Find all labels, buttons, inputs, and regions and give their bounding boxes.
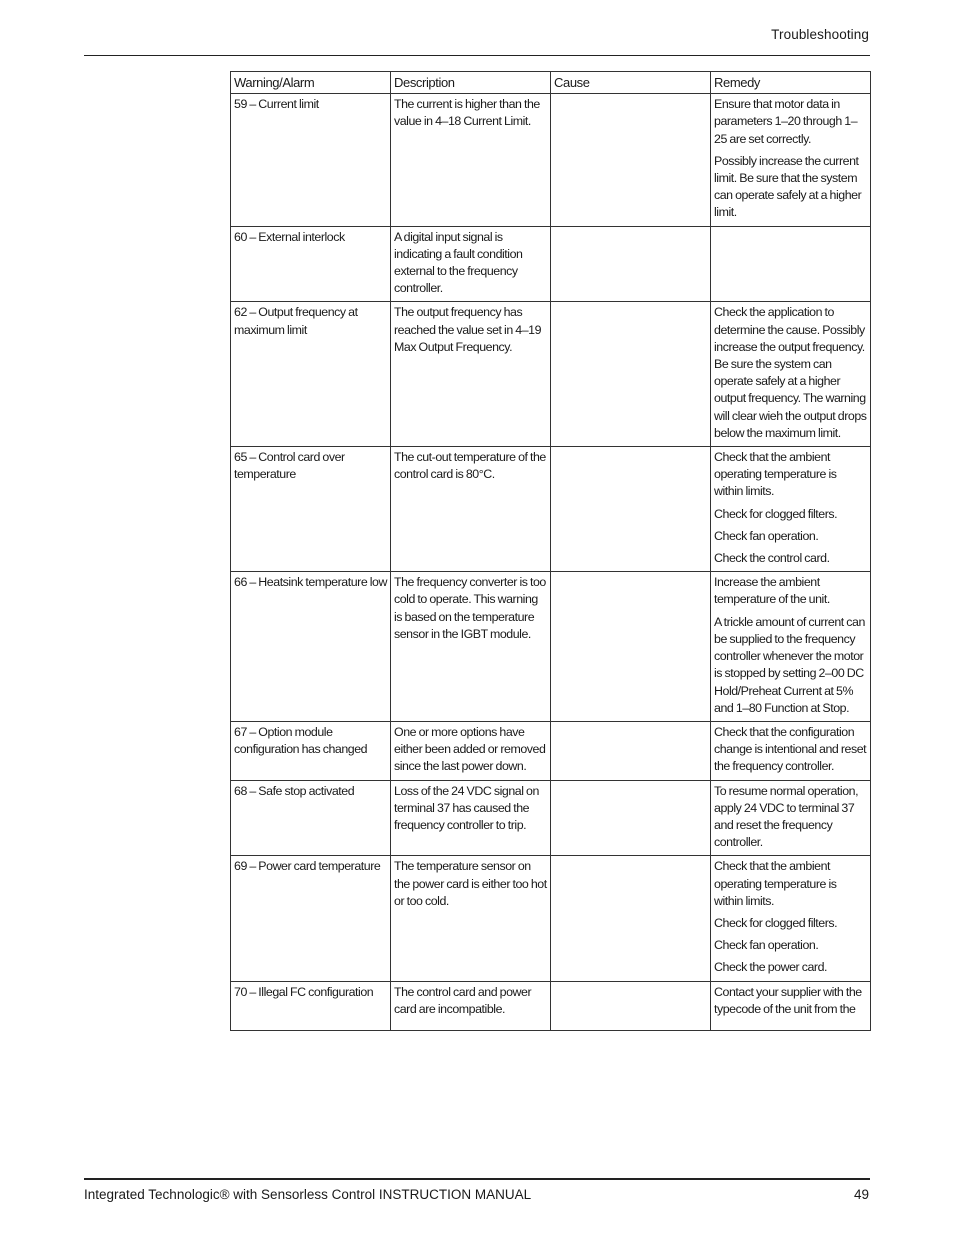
cause-cell: [551, 780, 711, 856]
description-cell: The cut-out temperature of the control card is 80°C.: [391, 447, 551, 572]
remedy-paragraph: Possibly increase the current limit. Be sure that the system can operate safely at a higher limit.: [714, 153, 862, 220]
column-header-description: Description: [391, 72, 551, 94]
remedy-paragraph: Ensure that motor data in parameters 1–20 through 1–25 are set correctly.: [714, 97, 858, 146]
description-cell: The current is higher than the value in 4–18 Current Limit.: [391, 94, 551, 226]
table-row: [231, 302, 871, 447]
table-row: [231, 780, 871, 856]
alarm-cell: 60 – External interlock: [231, 226, 391, 302]
table-row: [231, 856, 871, 981]
description-cell: The control card and power card are incompatible.: [391, 981, 551, 1030]
table-row: [231, 721, 871, 780]
cause-cell: [551, 447, 711, 572]
table-row: [231, 981, 871, 1030]
column-header-warning-alarm: Warning/Alarm: [231, 72, 391, 94]
remedy-paragraph: Check for clogged filters.: [714, 915, 838, 930]
cause-cell: [551, 981, 711, 1030]
remedy-paragraph: Check that the ambient operating temperature is within limits.: [714, 859, 837, 908]
remedy-paragraph: Check for clogged filters.: [714, 506, 838, 521]
remedy-cell: [711, 856, 871, 981]
description-cell: The frequency converter is too cold to operate. This warning is based on the temperature sensor in the IGBT module.: [391, 572, 551, 722]
remedy-cell: [711, 302, 871, 447]
column-header-cause: Cause: [551, 72, 711, 94]
column-header-remedy: Remedy: [711, 72, 871, 94]
page-number: 49: [853, 1187, 869, 1202]
alarm-cell: 66 – Heatsink temperature low: [231, 572, 391, 722]
alarm-cell: 68 – Safe stop activated: [231, 780, 391, 856]
table-header-row: [231, 72, 871, 94]
table-row: [231, 226, 871, 302]
cause-cell: [551, 572, 711, 722]
troubleshooting-table: [230, 71, 871, 1031]
remedy-cell: [711, 447, 871, 572]
cause-cell: [551, 226, 711, 302]
alarm-cell: 70 – Illegal FC configuration: [231, 981, 391, 1030]
remedy-paragraph: Check that the configuration change is intentional and reset the frequency controller.: [714, 724, 867, 774]
remedy-paragraph: Check the application to determine the cause. Possibly increase the output frequency. Be sure the system can operate safely at a higher output frequency. The warning will clear wieh the output drops below the maximum limit.: [714, 305, 867, 440]
remedy-cell: [711, 226, 871, 302]
header-divider: [84, 55, 870, 56]
remedy-cell: [711, 721, 871, 780]
footer-divider: [84, 1178, 870, 1180]
remedy-paragraph: Contact your supplier with the typecode of the unit from the: [714, 984, 862, 1016]
remedy-cell: [711, 572, 871, 722]
alarm-cell: 65 – Control card over temperature: [231, 447, 391, 572]
remedy-paragraph: A trickle amount of current can be supplied to the frequency controller whenever the motor is stopped by setting 2–00 DC Hold/Preheat Current at 5% and 1–80 Function at Stop.: [714, 614, 865, 715]
section-title: Troubleshooting: [771, 27, 869, 42]
cause-cell: [551, 302, 711, 447]
cause-cell: [551, 94, 711, 226]
table-row: [231, 447, 871, 572]
alarm-cell: 67 – Option module configuration has changed: [231, 721, 391, 780]
remedy-paragraph: Check the control card.: [714, 551, 830, 566]
alarm-cell: 59 – Current limit: [231, 94, 391, 226]
remedy-cell: [711, 780, 871, 856]
remedy-cell: [711, 981, 871, 1030]
description-cell: The output frequency has reached the value set in 4–19 Max Output Frequency.: [391, 302, 551, 447]
description-cell: The temperature sensor on the power card is either too hot or too cold.: [391, 856, 551, 981]
manual-title: Integrated Technologic® with Sensorless Control INSTRUCTION MANUAL: [84, 1187, 532, 1202]
remedy-paragraph: Check that the ambient operating temperature is within limits.: [714, 450, 837, 499]
description-cell: One or more options have either been added or removed since the last power down.: [391, 721, 551, 780]
remedy-cell: [711, 94, 871, 226]
cause-cell: [551, 856, 711, 981]
alarm-cell: 69 – Power card temperature: [231, 856, 391, 981]
remedy-paragraph: Check the power card.: [714, 960, 828, 975]
remedy-paragraph: To resume normal operation, apply 24 VDC to terminal 37 and reset the frequency controller.: [714, 783, 859, 850]
remedy-paragraph: Check fan operation.: [714, 938, 819, 953]
description-cell: Loss of the 24 VDC signal on terminal 37 has caused the frequency controller to trip.: [391, 780, 551, 856]
remedy-paragraph: Check fan operation.: [714, 528, 819, 543]
cause-cell: [551, 721, 711, 780]
description-cell: A digital input signal is indicating a fault condition external to the frequency controller.: [391, 226, 551, 302]
table-row: [231, 572, 871, 722]
alarm-cell: 62 – Output frequency at maximum limit: [231, 302, 391, 447]
remedy-paragraph: Increase the ambient temperature of the unit.: [714, 575, 830, 607]
table-row: [231, 94, 871, 226]
